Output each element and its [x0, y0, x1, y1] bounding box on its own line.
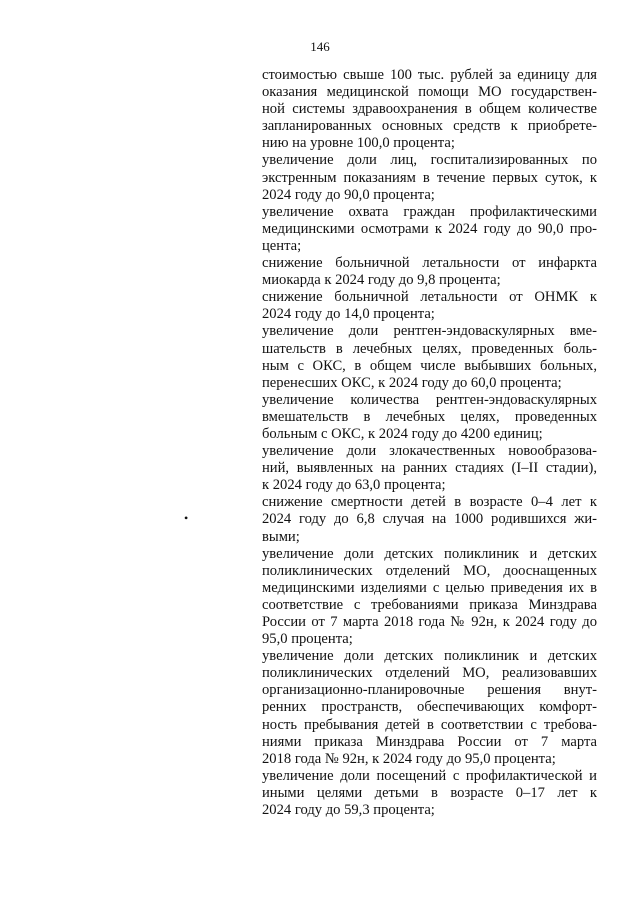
- text-line: увеличение доли посещений с профилактической и: [262, 767, 597, 784]
- list-paragraph: [262, 443, 597, 494]
- text-line: ниями приказа Минздрава России от 7 марта: [262, 733, 597, 750]
- text-line: вмешательств в лечебных целях, проведенных: [262, 408, 597, 425]
- text-line: соответствие с требованиями приказа Минздрава: [262, 596, 597, 613]
- text-line: организационно-планировочные решения внут-: [262, 682, 597, 699]
- list-paragraph: [262, 204, 597, 255]
- list-paragraph: [262, 289, 597, 323]
- text-line: увеличение охвата граждан профилактическими: [262, 203, 597, 220]
- text-line: нию на уровне 100,0 процента;: [262, 135, 455, 152]
- text-line: ным с ОКС, в общем числе выбывших больных,: [262, 357, 597, 374]
- text-line: России от 7 марта 2018 года № 92н, к 2024 году до: [262, 614, 597, 630]
- text-line: увеличение доли детских поликлиник и детских: [262, 648, 597, 665]
- text-line: 2024 году до 6,8 случая на 1000 родившихся жи-: [262, 511, 597, 528]
- text-line: иными целями детьми в возрасте 0–17 лет к: [262, 784, 597, 801]
- text-line: ность пребывания детей в соответствии с требова-: [262, 716, 597, 733]
- text-line: 2024 году до 90,0 процента;: [262, 186, 435, 203]
- list-paragraph: [262, 648, 597, 768]
- text-line: медицинскими осмотрами к 2024 году до 90,0 про-: [262, 220, 597, 237]
- text-line: 2018 года № 92н, к 2024 году до 95,0 процента;: [262, 750, 556, 767]
- text-line: увеличение доли рентген-эндоваскулярных вме-: [262, 323, 597, 340]
- list-paragraph: [262, 152, 597, 203]
- text-line: снижение больничной летальности от инфаркта: [262, 255, 597, 272]
- list-paragraph: [262, 494, 597, 545]
- text-line: медицинскими изделиями с целью приведения их в: [262, 579, 597, 596]
- list-paragraph: [262, 768, 597, 819]
- margin-bullet-mark: •: [184, 511, 189, 525]
- text-line: 2024 году до 14,0 процента;: [262, 306, 435, 323]
- text-line: оказания медицинской помощи МО государствен-: [262, 84, 597, 101]
- text-line: увеличение доли лиц, госпитализированных по: [262, 152, 597, 169]
- document-body: [262, 67, 597, 819]
- text-line: ной системы здравоохранения в общем количестве: [262, 101, 597, 118]
- list-paragraph: [262, 255, 597, 289]
- text-line: перенесших ОКС, к 2024 году до 60,0 процента;: [262, 374, 562, 391]
- text-line: цента;: [262, 237, 302, 254]
- list-paragraph: [262, 323, 597, 391]
- list-paragraph: [262, 392, 597, 443]
- page-number: 146: [310, 39, 330, 54]
- text-line: увеличение количества рентген-эндоваскулярных: [262, 391, 597, 408]
- text-line: снижение смертности детей в возрасте 0–4 лет к: [262, 494, 597, 511]
- text-line: стоимостью свыше 100 тыс. рублей за единицу для: [262, 67, 597, 83]
- text-line: к 2024 году до 63,0 процента;: [262, 477, 446, 494]
- text-line: увеличение доли злокачественных новообразова-: [262, 443, 597, 460]
- text-line: увеличение доли детских поликлиник и детских: [262, 545, 597, 562]
- text-line: запланированных основных средств к приобрете-: [262, 118, 597, 135]
- text-line: 2024 году до 59,3 процента;: [262, 802, 435, 819]
- text-line: миокарда к 2024 году до 9,8 процента;: [262, 272, 501, 289]
- text-line: больным с ОКС, к 2024 году до 4200 единиц;: [262, 425, 543, 442]
- text-line: ренних пространств, обеспечивающих комфорт-: [262, 699, 597, 716]
- text-line: экстренным показаниям в течение первых суток, к: [262, 169, 597, 186]
- text-line: поликлинических отделений МО, реализовавших: [262, 665, 597, 682]
- text-line: шательств в лечебных целях, проведенных боль-: [262, 340, 597, 357]
- text-line: ний, выявленных на ранних стадиях (I–II стадии),: [262, 460, 597, 477]
- list-paragraph: [262, 546, 597, 649]
- text-line: выми;: [262, 528, 300, 545]
- text-line: снижение больничной летальности от ОНМК к: [262, 289, 597, 306]
- text-line: 95,0 процента;: [262, 631, 353, 648]
- list-paragraph: [262, 67, 597, 152]
- text-line: поликлинических отделений МО, дооснащенных: [262, 562, 597, 579]
